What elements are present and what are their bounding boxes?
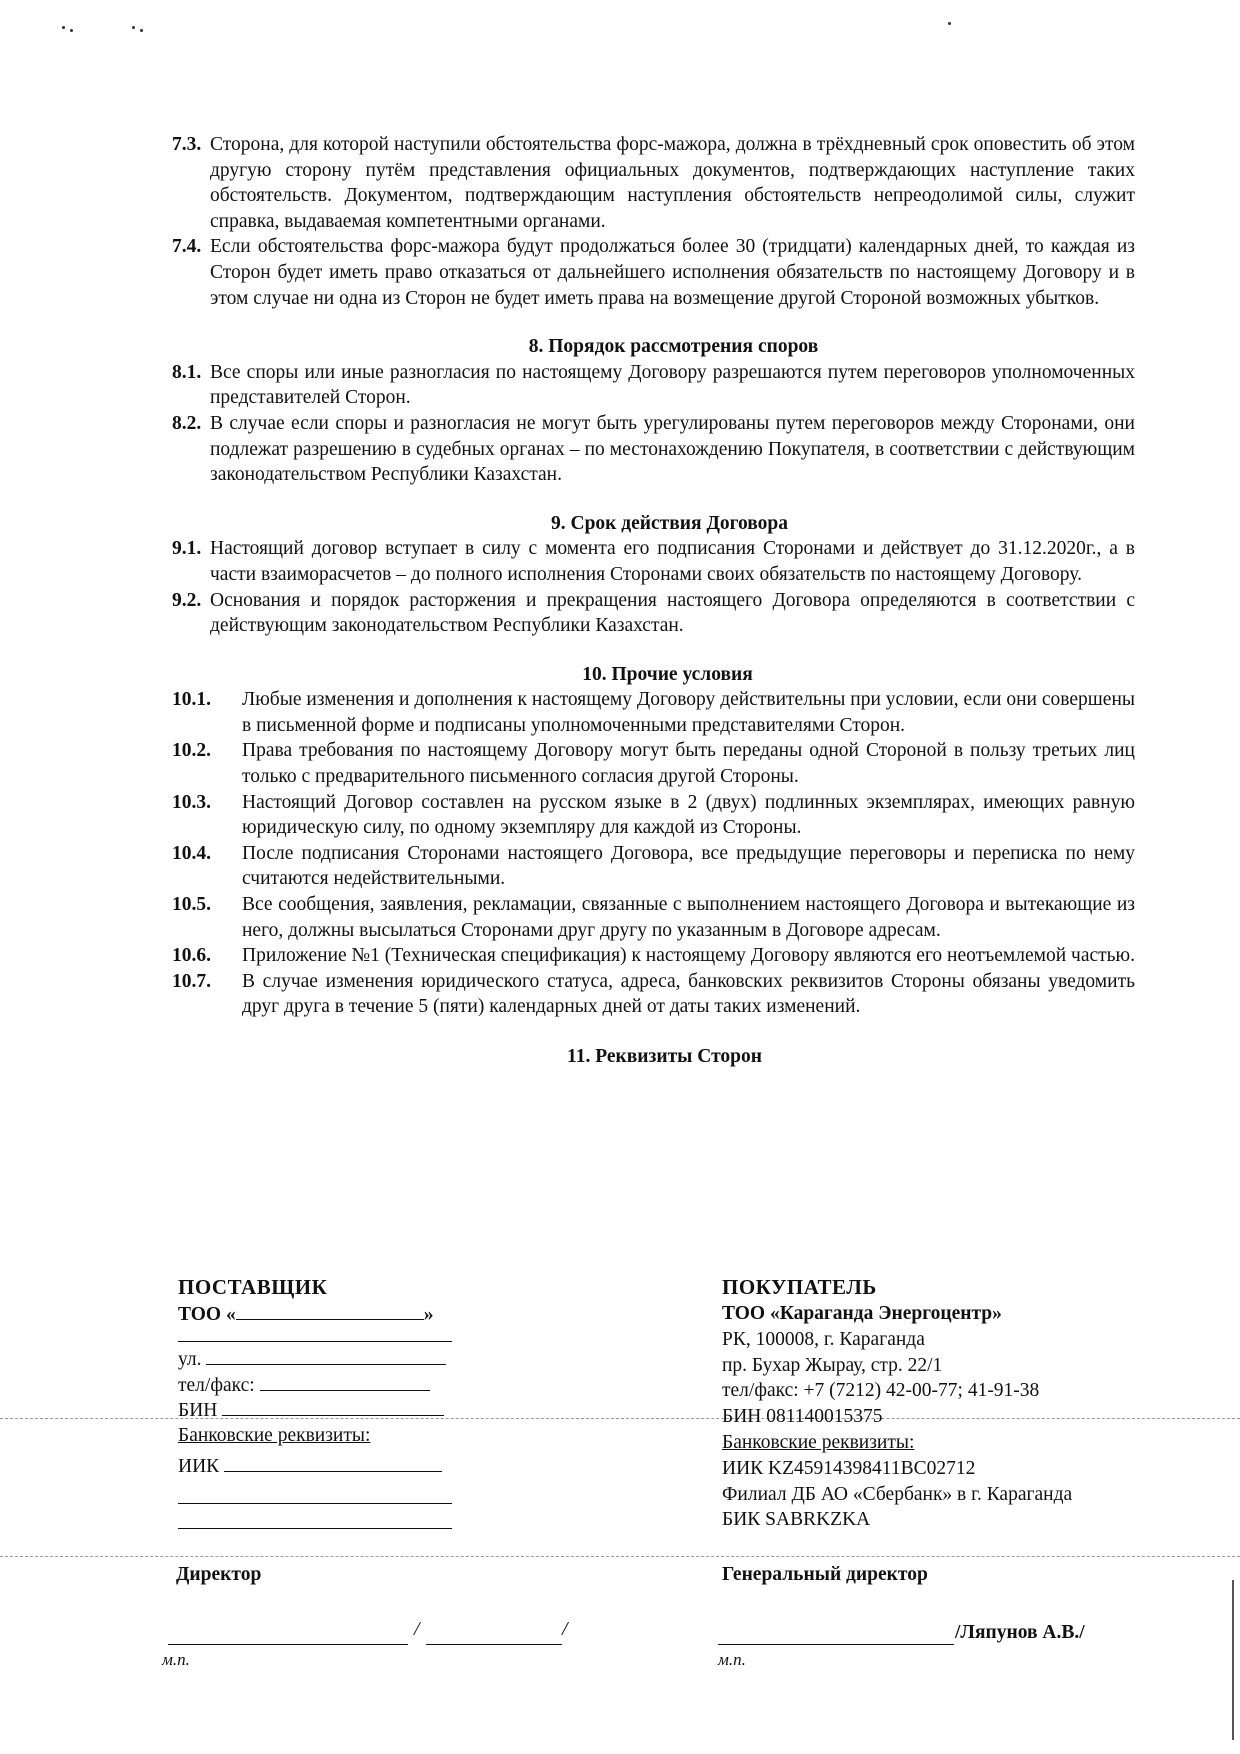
clause-text: Все сообщения, заявления, рекламации, связанные с выполнением настоящего Договора и вытекающие из него, должны высылаться Сторонами друг другу по указанным в Договоре адресам. (242, 894, 1135, 941)
supplier-requisites (178, 1274, 468, 1529)
supplier-phone-label: тел/факс: (178, 1374, 255, 1396)
clause-10-4 (172, 841, 1135, 892)
buyer-role: ПОКУПАТЕЛЬ (722, 1275, 877, 1299)
supplier-seal-label: м.п. (162, 1650, 190, 1669)
supplier-blank-line (178, 1327, 452, 1342)
clause-number: 10.4. (172, 842, 211, 864)
clause-text: В случае изменения юридического статуса, адреса, банковских реквизитов Стороны обязаны уведомить друг друга в течение 5 (пяти) календарных дней от даты таких изменений. (242, 970, 1135, 1018)
supplier-org-blank (236, 1301, 424, 1320)
buyer-phone: тел/факс: +7 (7212) 42-00-77; 41-91-38 (722, 1380, 1040, 1402)
clause-number: 10.5. (172, 894, 211, 916)
supplier-phone-blank (260, 1372, 430, 1391)
supplier-phone (178, 1372, 468, 1398)
buyer-address-line-2: пр. Бухар Жырау, стр. 22/1 (722, 1354, 943, 1376)
buyer-address-line-1: РК, 100008, г. Караганда (722, 1328, 925, 1350)
clause-text: Настоящий Договор составлен на русском языке в 2 (двух) подлинных экземплярах, имеющих равную юридическую силу, по одному экземпляру для каждой из Стороны. (242, 791, 1135, 839)
supplier-signer-title: Директор (176, 1564, 262, 1585)
supplier-iik-label: ИИК (178, 1455, 220, 1477)
clause-9-2 (172, 588, 1135, 639)
scan-speck (948, 22, 951, 25)
clause-10-1 (172, 687, 1135, 738)
clause-10-7 (172, 969, 1135, 1020)
supplier-blank-line (178, 1504, 452, 1529)
supplier-org-suffix: » (423, 1304, 434, 1325)
buyer-requisites (722, 1274, 1152, 1533)
clause-text: В случае если споры и разногласия не могут быть урегулированы путем переговоров между Сторонами, они подлежат разрешению в судебных органах – по местонахождению Покупателя, в соответствии с действующим законодательством Республики Казахстан. (210, 412, 1135, 486)
buyer-seal-label: м.п. (718, 1650, 746, 1669)
clause-number: 10.3. (172, 791, 211, 813)
clause-text: Основания и порядок расторжения и прекращения настоящего Договора определяются в соответствии с действующим законодательством Республики Казахстан. (210, 589, 1135, 637)
clause-number: 9.2. (172, 589, 202, 611)
clause-10-6 (172, 943, 1135, 969)
clause-7-3 (172, 132, 1135, 234)
section-heading-8: 8. Порядок рассмотрения споров (528, 336, 819, 358)
clause-10-3 (172, 790, 1135, 841)
scan-speck (132, 26, 135, 29)
clause-text: Любые изменения и дополнения к настоящему Договору действительны при условии, если они совершены в письменной форме и подписаны уполномоченными представителями Сторон. (242, 689, 1135, 736)
scan-fold-line (0, 1556, 1240, 1557)
clause-8-1 (172, 360, 1135, 411)
clause-number: 10.1. (172, 689, 211, 711)
supplier-name-line (426, 1620, 562, 1645)
supplier-bin-blank (222, 1397, 444, 1416)
clause-text: Все споры или иные разногласия по настоящему Договору разрешаются путем переговоров уполномоченных представителей Сторон. (210, 361, 1135, 409)
supplier-street-blank (206, 1346, 446, 1365)
contract-body (172, 132, 1135, 1070)
supplier-name-slash: / (562, 1618, 568, 1640)
section-heading-10: 10. Прочие условия (582, 663, 753, 685)
supplier-street (178, 1346, 468, 1372)
scan-speck (140, 29, 143, 32)
clause-text: Настоящий договор вступает в силу с момента его подписания Сторонами и действует до 31.12.2020г., а в части взаиморасчетов – до полного исполнения Сторонами своих обязательств по настоящему Договору. (210, 538, 1135, 585)
clause-number: 8.2. (172, 412, 202, 434)
supplier-signature-slash: / (414, 1618, 420, 1640)
clause-number: 8.1. (172, 361, 202, 383)
buyer-iik: ИИК KZ45914398411BC02712 (722, 1457, 976, 1479)
supplier-street-label: ул. (178, 1348, 202, 1370)
supplier-org (178, 1301, 468, 1327)
clause-number: 10.7. (172, 970, 211, 992)
buyer-bik: БИК SABRKZKA (722, 1509, 871, 1531)
section-heading-11: 11. Реквизиты Сторон (567, 1046, 762, 1067)
supplier-bin (178, 1397, 468, 1423)
clause-number: 10.6. (172, 945, 211, 967)
buyer-bank-name: Филиал ДБ АО «Сбербанк» в г. Караганда (722, 1483, 1073, 1505)
clause-number: 7.3. (172, 134, 202, 155)
clause-text: Если обстоятельства форс-мажора будут продолжаться более 30 (тридцати) календарных дней, то каждая из Сторон будет иметь право отказаться от дальнейшего исполнения обязательств по настоящему Договору и в этом случае ни одна из Сторон не будет иметь права на возмещение другой Стороной возможных убытков. (210, 236, 1135, 309)
clause-8-2 (172, 411, 1135, 488)
clause-number: 10.2. (172, 740, 211, 762)
clause-10-2 (172, 738, 1135, 789)
supplier-blank-line (178, 1479, 452, 1504)
buyer-bin: БИН 081140015375 (722, 1406, 883, 1428)
clause-number: 7.4. (172, 236, 202, 258)
buyer-bank-label: Банковские реквизиты: (722, 1431, 915, 1453)
supplier-iik (178, 1453, 468, 1479)
clause-10-5 (172, 892, 1135, 943)
supplier-signature-line (168, 1620, 408, 1645)
buyer-signer-title: Генеральный директор (722, 1564, 928, 1585)
supplier-org-prefix: ТОО « (178, 1304, 236, 1325)
supplier-bank-label: Банковские реквизиты: (178, 1425, 371, 1447)
clause-text: После подписания Сторонами настоящего Договора, все предыдущие переговоры и переписка по нему считаются недействительными. (242, 842, 1135, 890)
buyer-org: ТОО «Караганда Энергоцентр» (722, 1303, 1002, 1324)
scan-speck (70, 29, 73, 32)
section-heading-9: 9. Срок действия Договора (550, 512, 788, 534)
scan-edge-line (1232, 1580, 1234, 1740)
clause-text: Права требования по настоящему Договору могут быть переданы одной Стороной в пользу третьих лиц только с предварительного письменного согласия другой Стороны. (242, 740, 1135, 788)
buyer-signer-name: /Ляпунов А.В./ (955, 1622, 1085, 1643)
clause-number: 9.1. (172, 538, 202, 560)
supplier-bin-label: БИН (178, 1400, 218, 1422)
supplier-iik-blank (224, 1453, 442, 1472)
supplier-role: ПОСТАВЩИК (178, 1275, 328, 1299)
clause-7-4 (172, 234, 1135, 311)
scan-speck (62, 26, 65, 29)
clause-text: Приложение №1 (Техническая спецификация) к настоящему Договору являются его неотъемлемой частью. (242, 945, 1135, 967)
clause-text: Сторона, для которой наступили обстоятельства форс-мажора, должна в трёхдневный срок оповестить об этом другую сторону путём представления официальных документов, подтверждающих наступление таких обстоятельств. Документом, подтверждающим наступления обстоятельств непреодолимой силы, служит справка, выдаваемая компетентными органами. (210, 134, 1135, 232)
buyer-signature-line (718, 1620, 954, 1645)
clause-9-1 (172, 536, 1135, 587)
